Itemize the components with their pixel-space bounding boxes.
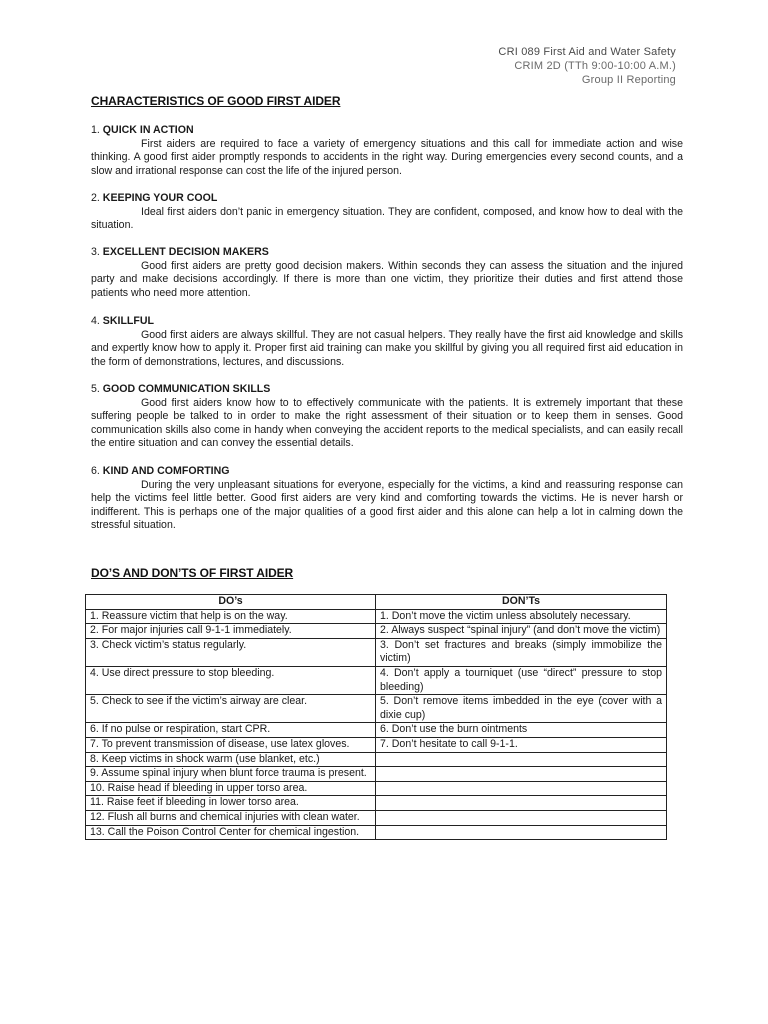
- item-text: Ideal first aiders don’t panic in emergency situation. They are confident, composed, and know how to deal with the situation.: [91, 205, 683, 232]
- characteristic-item-6: [91, 465, 683, 533]
- do-cell: 3. Check victim’s status regularly.: [86, 638, 376, 666]
- table-row: [86, 737, 667, 752]
- item-text: Good first aiders are always skillful. They are not casual helpers. They really have the first aid knowledge and skills and expertly know how to apply it. Proper first aid training can make you skillful by giving you all required first aid education in the form of demonstrations, lectures, and discussions.: [91, 328, 683, 368]
- dont-cell: 7. Don’t hesitate to call 9-1-1.: [376, 737, 667, 752]
- table-row: [86, 609, 667, 624]
- table-row: [86, 810, 667, 825]
- characteristic-item-2: [91, 192, 683, 233]
- item-heading: EXCELLENT DECISION MAKERS: [102, 246, 269, 258]
- dont-cell: 6. Don’t use the burn ointments: [376, 723, 667, 738]
- dont-cell: [376, 752, 667, 767]
- item-heading: KEEPING YOUR COOL: [102, 192, 218, 204]
- do-cell: 2. For major injuries call 9-1-1 immediately.: [86, 624, 376, 639]
- do-cell: 9. Assume spinal injury when blunt force trauma is present.: [86, 767, 376, 782]
- item-number: 4.: [91, 315, 100, 327]
- do-cell: 12. Flush all burns and chemical injuries with clean water.: [86, 810, 376, 825]
- table-row: [86, 781, 667, 796]
- dont-cell: 3. Don’t set fractures and breaks (simply immobilize the victim): [376, 638, 667, 666]
- item-heading: QUICK IN ACTION: [102, 124, 194, 136]
- course-title: CRI 089 First Aid and Water Safety: [498, 46, 676, 58]
- table-row: [86, 796, 667, 811]
- dont-cell: 4. Don’t apply a tourniquet (use “direct” pressure to stop bleeding): [376, 666, 667, 694]
- group-label: Group II Reporting: [581, 74, 676, 86]
- item-number: 2.: [91, 192, 100, 204]
- table-row: [86, 624, 667, 639]
- table-header-row: [86, 595, 667, 610]
- table-row: [86, 825, 667, 840]
- course-section: CRIM 2D (TTh 9:00-10:00 A.M.): [514, 60, 676, 72]
- table-row: [86, 638, 667, 666]
- dont-cell: [376, 810, 667, 825]
- dont-cell: [376, 767, 667, 782]
- do-cell: 13. Call the Poison Control Center for chemical ingestion.: [86, 825, 376, 840]
- do-cell: 5. Check to see if the victim’s airway are clear.: [86, 695, 376, 723]
- dont-cell: [376, 781, 667, 796]
- dont-cell: [376, 796, 667, 811]
- item-text: First aiders are required to face a variety of emergency situations and this call for immediate action and wise thinking. A good first aider promptly responds to accidents in the right way. During emergencies every second counts, and a slow and irrational response can cost the life of the injured person.: [91, 137, 683, 177]
- characteristic-item-1: [91, 124, 683, 178]
- characteristic-item-4: [91, 315, 683, 369]
- item-heading: SKILLFUL: [102, 315, 154, 327]
- item-text: Good first aiders are pretty good decision makers. Within seconds they can assess the situation and the injured party and make decisions accordingly. If there is more than one victim, they prioritize their duties and first attend those patients who need more attention.: [91, 259, 683, 299]
- table-row: [86, 752, 667, 767]
- do-cell: 6. If no pulse or respiration, start CPR.: [86, 723, 376, 738]
- item-text: Good first aiders know how to to effectively communicate with the patients. It is extremely important that these suffering people be talked to in order to make the right assessment of their situation or to keep them in senses. Good communication skills also come in handy when conveying the accident reports to the medical specialists, and can easily recall the entire situation and can convey the essential details.: [91, 396, 683, 450]
- table-row: [86, 723, 667, 738]
- do-cell: 11. Raise feet if bleeding in lower torso area.: [86, 796, 376, 811]
- characteristics-title: CHARACTERISTICS OF GOOD FIRST AIDER: [91, 94, 341, 108]
- item-number: 5.: [91, 383, 100, 395]
- characteristic-item-5: [91, 383, 683, 451]
- do-cell: 7. To prevent transmission of disease, use latex gloves.: [86, 737, 376, 752]
- table-row: [86, 767, 667, 782]
- do-cell: 4. Use direct pressure to stop bleeding.: [86, 666, 376, 694]
- do-cell: 1. Reassure victim that help is on the way.: [86, 609, 376, 624]
- table-row: [86, 695, 667, 723]
- item-text: During the very unpleasant situations for everyone, especially for the victims, a kind and reassuring response can help the victims feel little better. Good first aiders are very kind and comforting towards the victims. He is never harsh or indifferent. This is perhaps one of the major qualities of a good first aider and this alone can help a lot in calming down the stressful situation.: [91, 478, 683, 532]
- dos-donts-table: [85, 594, 667, 840]
- item-heading: KIND AND COMFORTING: [102, 465, 230, 477]
- do-cell: 8. Keep victims in shock warm (use blanket, etc.): [86, 752, 376, 767]
- dos-donts-title: DO’S AND DON’TS OF FIRST AIDER: [91, 566, 294, 580]
- dont-cell: 5. Don’t remove items imbedded in the eye (cover with a dixie cup): [376, 695, 667, 723]
- item-number: 3.: [91, 246, 100, 258]
- dos-column-header: DO’s: [86, 595, 376, 610]
- dont-cell: [376, 825, 667, 840]
- characteristic-item-3: [91, 246, 683, 300]
- course-header: [498, 45, 676, 87]
- item-number: 1.: [91, 124, 100, 136]
- item-heading: GOOD COMMUNICATION SKILLS: [102, 383, 271, 395]
- do-cell: 10. Raise head if bleeding in upper torso area.: [86, 781, 376, 796]
- dont-cell: 2. Always suspect “spinal injury” (and don’t move the victim): [376, 624, 667, 639]
- table-row: [86, 666, 667, 694]
- item-number: 6.: [91, 465, 100, 477]
- dont-cell: 1. Don’t move the victim unless absolutely necessary.: [376, 609, 667, 624]
- donts-column-header: DON’Ts: [376, 595, 667, 610]
